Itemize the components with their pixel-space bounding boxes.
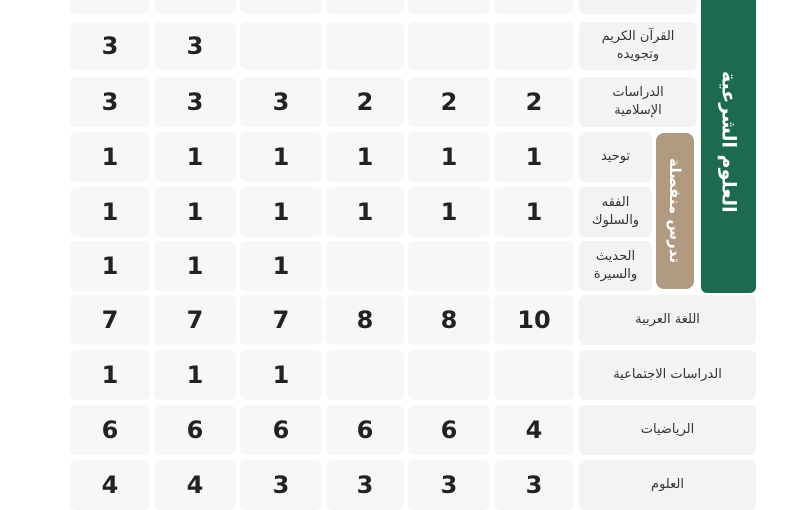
table-cell bbox=[70, 132, 150, 182]
table-cell bbox=[70, 460, 150, 510]
subject-label: العلوم bbox=[651, 477, 684, 492]
table-cell bbox=[408, 22, 490, 70]
cell-value: 2 bbox=[440, 88, 458, 116]
subject-cell bbox=[579, 132, 652, 182]
cell-value: 3 bbox=[101, 88, 119, 116]
subject-cell bbox=[579, 187, 652, 237]
group-label-separate bbox=[656, 133, 694, 289]
table-cell bbox=[240, 187, 322, 237]
subject-label: الدراسات الاجتماعية bbox=[613, 367, 722, 382]
table-cell bbox=[494, 405, 574, 455]
table-cell bbox=[240, 405, 322, 455]
table-cell bbox=[154, 295, 236, 345]
cell-value: 7 bbox=[272, 306, 290, 334]
cell-value: 8 bbox=[440, 306, 458, 334]
cell-value: 6 bbox=[272, 416, 290, 444]
subject-label: الإسلامية bbox=[614, 103, 662, 118]
cell-value: 1 bbox=[272, 252, 290, 280]
subject-cell bbox=[579, 405, 756, 455]
subject-label: وتجويده bbox=[616, 47, 660, 62]
table-cell bbox=[154, 0, 236, 14]
subject-label: الدراسات bbox=[612, 85, 664, 100]
subject-label: توحيد bbox=[600, 149, 631, 164]
cell-value: 1 bbox=[186, 143, 204, 171]
cell-value: 1 bbox=[272, 198, 290, 226]
cell-value: 4 bbox=[525, 416, 543, 444]
table-cell bbox=[154, 187, 236, 237]
table-cell bbox=[326, 77, 404, 127]
cell-value: 1 bbox=[272, 143, 290, 171]
table-cell bbox=[326, 460, 404, 510]
table-cell bbox=[154, 405, 236, 455]
table-cell bbox=[408, 460, 490, 510]
table-cell bbox=[70, 405, 150, 455]
table-cell bbox=[494, 295, 574, 345]
cell-value: 1 bbox=[186, 252, 204, 280]
cell-value: 7 bbox=[186, 306, 204, 334]
table-cell bbox=[326, 295, 404, 345]
cell-value: 1 bbox=[186, 361, 204, 389]
cell-value: 1 bbox=[272, 361, 290, 389]
table-cell bbox=[494, 0, 574, 14]
table-cell bbox=[154, 77, 236, 127]
cell-value: 1 bbox=[525, 198, 543, 226]
table-cell bbox=[240, 460, 322, 510]
subject-cell bbox=[579, 295, 756, 345]
table-cell bbox=[326, 241, 404, 291]
cell-value: 3 bbox=[101, 32, 119, 60]
table-cell bbox=[240, 241, 322, 291]
subject-cell bbox=[579, 460, 756, 510]
table-cell bbox=[494, 77, 574, 127]
table-cell bbox=[326, 405, 404, 455]
table-cell bbox=[494, 187, 574, 237]
cell-value: 3 bbox=[186, 32, 204, 60]
cell-value: 3 bbox=[272, 471, 290, 499]
subject-label: الفقه bbox=[601, 195, 630, 210]
table-cell bbox=[154, 460, 236, 510]
table-cell bbox=[408, 132, 490, 182]
cell-value: 6 bbox=[186, 416, 204, 444]
cell-value: 1 bbox=[440, 143, 458, 171]
subject-cell bbox=[579, 77, 697, 127]
subject-cell bbox=[579, 22, 697, 70]
cell-value: 1 bbox=[356, 143, 374, 171]
table-cell bbox=[154, 22, 236, 70]
cell-value: 2 bbox=[356, 88, 374, 116]
group-label-shariah bbox=[701, 0, 756, 293]
cell-value: 1 bbox=[356, 198, 374, 226]
table-cell bbox=[408, 241, 490, 291]
subject-label: والسيرة bbox=[593, 267, 638, 282]
cell-value: 3 bbox=[356, 471, 374, 499]
table-cell bbox=[154, 350, 236, 400]
table-cell bbox=[70, 187, 150, 237]
cell-value: 6 bbox=[101, 416, 119, 444]
table-cell bbox=[494, 241, 574, 291]
group-label-text: العلوم الشرعية bbox=[717, 70, 740, 213]
table-cell bbox=[154, 241, 236, 291]
cell-value: 7 bbox=[101, 306, 119, 334]
table-cell bbox=[240, 0, 322, 14]
table-cell bbox=[408, 350, 490, 400]
table-cell bbox=[494, 460, 574, 510]
subject-label: والسلوك bbox=[591, 213, 640, 228]
cell-value: 3 bbox=[272, 88, 290, 116]
table-cell bbox=[240, 77, 322, 127]
table-cell bbox=[408, 405, 490, 455]
cell-value: 10 bbox=[517, 306, 551, 334]
cell-value: 6 bbox=[440, 416, 458, 444]
table-cell bbox=[70, 350, 150, 400]
cell-value: 1 bbox=[101, 143, 119, 171]
table-cell bbox=[326, 22, 404, 70]
table-cell bbox=[70, 0, 150, 14]
subject-cell bbox=[579, 350, 756, 400]
cell-value: 4 bbox=[101, 471, 119, 499]
table-cell bbox=[154, 132, 236, 182]
subject-label: الحديث bbox=[595, 249, 636, 264]
cell-value: 6 bbox=[356, 416, 374, 444]
cell-value: 2 bbox=[525, 88, 543, 116]
table-cell bbox=[240, 132, 322, 182]
table-cell bbox=[494, 350, 574, 400]
cell-value: 4 bbox=[186, 471, 204, 499]
subject-cell bbox=[579, 241, 652, 291]
table-cell bbox=[326, 132, 404, 182]
cell-value: 1 bbox=[101, 252, 119, 280]
cell-value: 3 bbox=[440, 471, 458, 499]
table-cell bbox=[240, 295, 322, 345]
table-cell bbox=[326, 0, 404, 14]
cell-value: 1 bbox=[101, 198, 119, 226]
group-label-text: تدرس منفصلة bbox=[666, 158, 684, 264]
table-cell bbox=[408, 187, 490, 237]
cell-value: 1 bbox=[440, 198, 458, 226]
subject-label: القرآن الكريم bbox=[601, 29, 675, 44]
table-cell bbox=[408, 77, 490, 127]
table-cell bbox=[70, 22, 150, 70]
table-cell bbox=[408, 295, 490, 345]
cell-value: 3 bbox=[186, 88, 204, 116]
table-cell bbox=[70, 241, 150, 291]
cell-value: 1 bbox=[186, 198, 204, 226]
subject-cell bbox=[579, 0, 697, 14]
table-cell bbox=[70, 295, 150, 345]
table-cell bbox=[70, 77, 150, 127]
table-cell bbox=[494, 132, 574, 182]
cell-value: 1 bbox=[525, 143, 543, 171]
cell-value: 8 bbox=[356, 306, 374, 334]
table-cell bbox=[408, 0, 490, 14]
table-cell bbox=[326, 187, 404, 237]
subject-label: اللغة العربية bbox=[635, 312, 700, 327]
cell-value: 3 bbox=[525, 471, 543, 499]
table-cell bbox=[326, 350, 404, 400]
table-cell bbox=[494, 22, 574, 70]
subject-label: الرياضيات bbox=[640, 422, 695, 437]
table-cell bbox=[240, 22, 322, 70]
table-cell bbox=[240, 350, 322, 400]
cell-value: 1 bbox=[101, 361, 119, 389]
